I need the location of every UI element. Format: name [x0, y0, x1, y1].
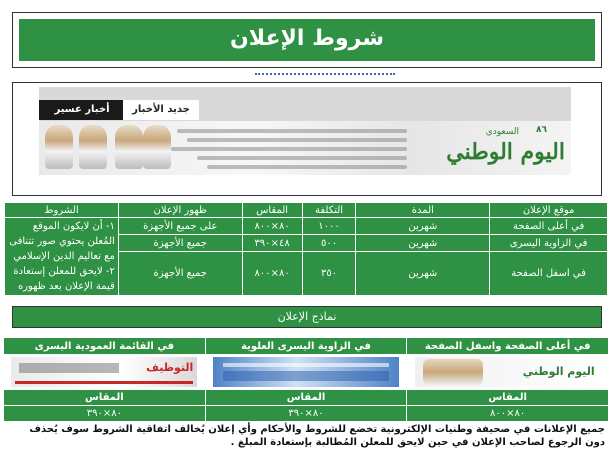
ad-models-table	[3, 337, 609, 422]
cell-size: ٨٠×٨٠٠	[242, 218, 302, 235]
header-display: ظهور الإعلان	[118, 203, 242, 218]
spellcheck-underline	[255, 70, 395, 75]
tab-latest-news[interactable]: جديد الأخبار	[123, 100, 199, 120]
header-duration: المدة	[356, 203, 490, 218]
logo-small-text: السعودي	[485, 127, 519, 137]
model-thumbnail-corner	[213, 357, 399, 387]
pricing-table	[4, 202, 608, 296]
cell-location: في الزاوية اليسرى	[490, 235, 608, 252]
cell-cost: ١٠٠٠	[302, 218, 356, 235]
header-location: موقع الإعلان	[490, 203, 608, 218]
model-size-label: المقاس	[205, 390, 407, 406]
thumb-portraits	[423, 359, 483, 385]
banner-text-lines	[167, 129, 407, 174]
model-heading-sidebar: في القائمة العمودية اليسرى	[4, 338, 206, 355]
models-heading-row	[4, 338, 609, 355]
cell-duration: شهرين	[356, 235, 490, 252]
cell-cost: ٣٥٠	[302, 252, 356, 296]
ad-preview-frame	[12, 82, 602, 196]
page-title: شروط الإعلان	[230, 26, 384, 51]
model-heading-top: في أعلى الصفحة واسفل الصفحة	[407, 338, 609, 355]
cell-duration: شهرين	[356, 252, 490, 296]
title-banner	[12, 12, 602, 68]
tab-asir-news[interactable]: أخبار عسير	[54, 104, 110, 115]
models-image-row	[4, 355, 609, 390]
table-header-row	[5, 203, 608, 218]
portrait-image	[45, 125, 73, 169]
logo-number: ٨٦	[536, 125, 547, 135]
cell-duration: شهرين	[356, 218, 490, 235]
models-section-header	[12, 306, 602, 328]
model-heading-corner: في الزاوية اليسرى العلوية	[205, 338, 407, 355]
thumb-red-strip	[15, 381, 193, 384]
model-thumbnail-top	[415, 357, 601, 387]
thumb-text-sidebar: التوظيف	[146, 361, 194, 374]
cell-size: ٤٨×٣٩٠	[242, 235, 302, 252]
models-label-row	[4, 390, 609, 406]
model-size-value: ٨٠×٨٠٠	[407, 406, 609, 422]
model-image-cell	[407, 355, 609, 390]
model-size-label: المقاس	[407, 390, 609, 406]
model-image-cell	[4, 355, 206, 390]
cell-cost: ٥٠٠	[302, 235, 356, 252]
thumb-line	[19, 363, 119, 373]
model-size-value: ٨٠×٣٩٠	[205, 406, 407, 422]
cell-display: جميع الأجهزة	[118, 235, 242, 252]
banner-artwork	[39, 121, 571, 175]
model-thumbnail-sidebar	[11, 357, 197, 387]
cell-size: ٨٠×٨٠٠	[242, 252, 302, 296]
header-size: المقاس	[242, 203, 302, 218]
header-conditions: الشروط	[5, 203, 119, 218]
cell-display: على جميع الأجهزة	[118, 218, 242, 235]
table-row	[5, 218, 608, 235]
model-size-value: ٨٠×٣٩٠	[4, 406, 206, 422]
national-day-logo	[425, 125, 565, 173]
banner-top-bar	[39, 87, 571, 121]
logo-text: اليوم الوطني	[446, 139, 565, 165]
cell-location: في اسفل الصفحة	[490, 252, 608, 296]
thumb-line	[223, 363, 389, 367]
portrait-image	[115, 125, 143, 169]
cell-location: في أعلى الصفحة	[490, 218, 608, 235]
site-banner-image	[39, 87, 571, 175]
thumb-text-top: اليوم الوطني	[522, 365, 595, 378]
cell-conditions: ١- أن لايكون الموقع المُعلن يحتوي صور تتنافى مع تعاليم الدين الإسلامي ٢- لايحق للمعلن إستعادة قيمة الإعلان بعد ظهوره	[5, 218, 119, 296]
models-size-row	[4, 406, 609, 422]
title-background	[19, 19, 595, 61]
portrait-image	[79, 125, 107, 169]
model-size-label: المقاس	[4, 390, 206, 406]
model-image-cell	[205, 355, 407, 390]
cell-display: جميع الأجهزة	[118, 252, 242, 296]
footer-notice: جميع الإعلانات في صحيفة وطنيات الإلكترونية تخضع للشروط والأحكام وأي إعلان يُخالف اتفاقية الشروط سوف يُحذف دون الرجوع لصاحب الإعلان في حين لايحق للمعلن المُطالبة بإستعادة المبلغ .	[29, 424, 605, 448]
header-cost: التكلفة	[302, 203, 356, 218]
models-title: نماذج الإعلان	[277, 310, 337, 323]
thumb-line	[223, 371, 389, 381]
